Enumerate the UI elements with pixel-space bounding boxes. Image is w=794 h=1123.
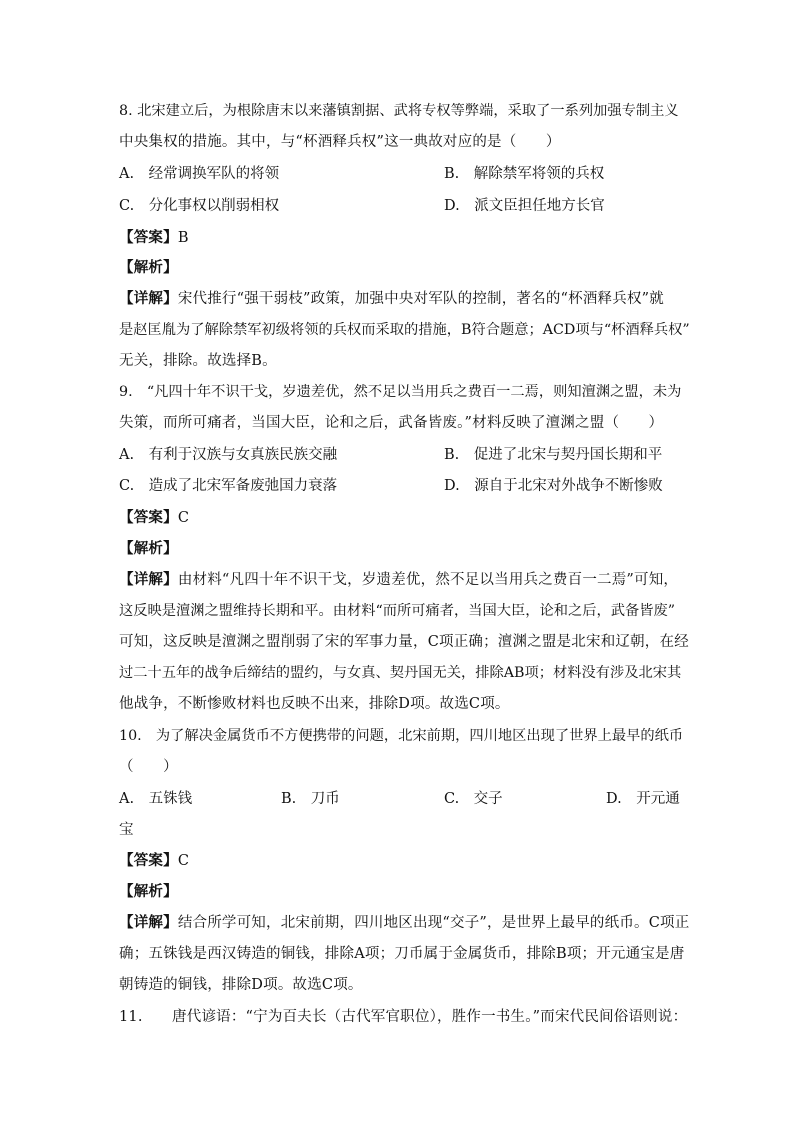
detail-text: 宋代推行“强干弱枝”政策，加强中央对军队的控制，著名的“杯酒释兵权”就: [177, 291, 664, 307]
q8-answer: [119, 228, 189, 248]
q10-analysis-tag: 【解析】: [119, 883, 178, 900]
q10-option-b: B. 刀币: [281, 791, 340, 807]
q8-detail-line-3: 无关，排除。故选择B。: [119, 353, 277, 369]
q10-option-d-wrap: 宝: [119, 822, 134, 838]
q8-option-c: C. 分化事权以削弱相权: [119, 198, 280, 214]
q9-answer: [119, 508, 189, 528]
q9-option-b: B. 促进了北宋与契丹国长期和平: [444, 447, 663, 463]
q9-stem-line-2: 失策，而所可痛者，当国大臣，论和之后，武备皆废。”材料反映了澶渊之盟（ ）: [119, 415, 664, 431]
answer-value: C: [177, 853, 190, 869]
q9-detail-line-2: 这反映是澶渊之盟维持长期和平。由材料“而所可痛者，当国大臣，论和之后，武备皆废”: [119, 603, 676, 619]
q10-option-d: D. 开元通: [606, 791, 680, 807]
q8-detail-line-1: [119, 289, 664, 309]
q9-option-d: D. 源自于北宋对外战争不断惨败: [444, 478, 663, 494]
q11-stem-line-1: 11. 唐代谚语：“宁为百夫长（古代军官职位），胜作一书生。”而宋代民间俗语则说：: [119, 1009, 688, 1025]
q8-analysis-tag: 【解析】: [119, 259, 178, 276]
q8-option-a: A. 经常调换军队的将领: [119, 166, 280, 182]
q8-detail-line-2: 是赵匡胤为了解除禁军初级将领的兵权而采取的措施，B符合题意；ACD项与“杯酒释兵权”: [119, 322, 690, 338]
q10-stem-line-1: 10. 为了解决金属货币不方便携带的问题，北宋前期，四川地区出现了世界上最早的纸币: [119, 728, 684, 744]
detail-tag: 【详解】: [119, 571, 178, 588]
q8-option-b: B. 解除禁军将领的兵权: [444, 166, 605, 182]
q10-option-a: A. 五铢钱: [119, 791, 193, 807]
q10-detail-line-3: 朝铸造的铜钱，排除D项。故选C项。: [119, 977, 363, 993]
answer-tag: 【答案】: [119, 852, 178, 869]
detail-text: 由材料“凡四十年不识干戈，岁遗差优，然不足以当用兵之费百一二焉”可知，: [177, 572, 679, 588]
q9-option-a: A. 有利于汉族与女真族民族交融: [119, 447, 338, 463]
q9-analysis-tag: 【解析】: [119, 540, 178, 557]
q9-option-c: C. 造成了北宋军备废弛国力衰落: [119, 478, 338, 494]
q10-detail-line-2: 确；五铢钱是西汉铸造的铜钱，排除A项；刀币属于金属货币，排除B项；开元通宝是唐: [119, 946, 685, 962]
answer-value: B: [177, 230, 189, 246]
q9-detail-line-4: 过二十五年的战争后缔结的盟约，与女真、契丹国无关，排除AB项；材料没有涉及北宋其: [119, 665, 682, 681]
detail-tag: 【详解】: [119, 914, 178, 931]
q9-detail-line-3: 可知，这反映是澶渊之盟削弱了宋的军事力量，C项正确；澶渊之盟是北宋和辽朝，在经: [119, 634, 689, 650]
q9-detail-line-1: [119, 570, 678, 590]
q10-detail-line-1: [119, 913, 689, 933]
q10-stem-line-2: （ ）: [119, 759, 178, 775]
answer-tag: 【答案】: [119, 509, 178, 526]
q8-stem-line-2: 中央集权的措施。其中，与“杯酒释兵权”这一典故对应的是（ ）: [119, 134, 561, 150]
q8-stem-line-1: 8. 北宋建立后，为根除唐末以来藩镇割据、武将专权等弊端，采取了一系列加强专制主义: [119, 103, 679, 119]
answer-value: C: [177, 510, 190, 526]
q10-answer: [119, 851, 189, 871]
answer-tag: 【答案】: [119, 229, 178, 246]
detail-text: 结合所学可知，北宋前期，四川地区出现“交子”，是世界上最早的纸币。C项正: [177, 915, 690, 931]
q8-option-d: D. 派文臣担任地方长官: [444, 198, 605, 214]
q10-option-c: C. 交子: [444, 791, 503, 807]
detail-tag: 【详解】: [119, 290, 178, 307]
q9-stem-line-1: 9. “凡四十年不识干戈，岁遗差优，然不足以当用兵之费百一二焉，则知澶渊之盟，未为: [119, 384, 682, 400]
q9-detail-line-5: 他战争，不断惨败材料也反映不出来，排除D项。故选C项。: [119, 696, 510, 712]
